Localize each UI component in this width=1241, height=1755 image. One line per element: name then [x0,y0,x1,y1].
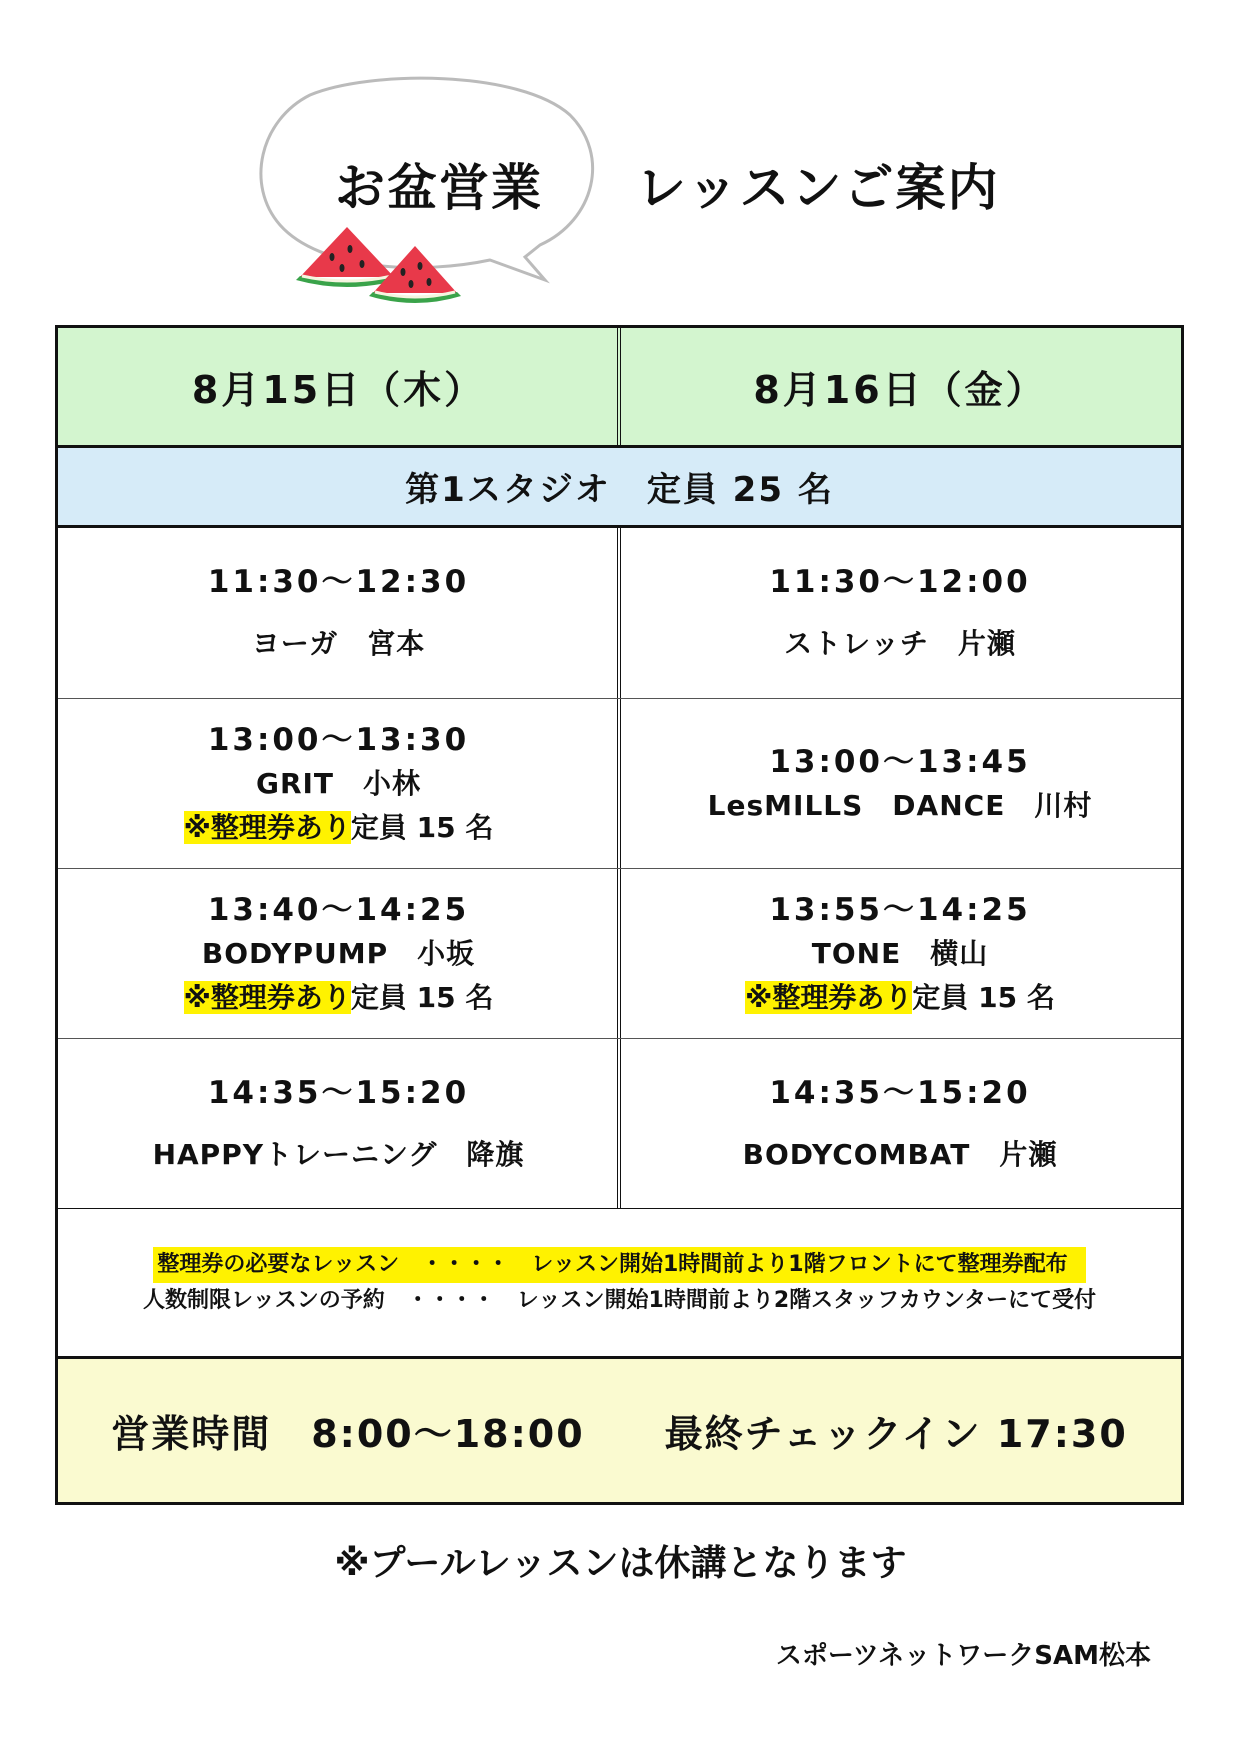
header [0,0,1241,310]
lesson-row [58,528,1181,699]
lesson-cell [58,699,619,868]
date-cell-day2 [619,328,1181,445]
schedule-table [55,325,1184,1505]
lesson-time: 13:00〜13:30 [207,721,470,758]
reservation-note: 人数制限レッスンの予約 ・・・・ レッスン開始1時間前より2階スタッフカウンターにて受付 [142,1287,1097,1313]
watermelon-slice-icon [365,238,465,308]
lesson-cell [619,699,1181,868]
pool-lesson-notice: ※プールレッスンは休講となります [334,1543,907,1584]
title-lesson-info: レッスンご案内 [636,159,1000,217]
lesson-name: BODYPUMP 小坂 [201,936,476,970]
ticket-required-badge: ※整理券あり [183,810,351,844]
ticket-note: 整理券の必要なレッスン ・・・・ レッスン開始1時間前より1階フロントにて整理券配布 [153,1247,1085,1283]
lesson-capacity: 定員 15 名 [912,980,1055,1014]
lesson-time: 13:55〜14:25 [769,891,1031,928]
date-cell-day1 [58,328,619,445]
notes-row [58,1209,1181,1359]
lesson-cell [58,869,619,1038]
business-hours: 営業時間 8:00〜18:00 最終チェックイン 17:30 [111,1412,1128,1456]
ticket-required-badge: ※整理券あり [745,980,913,1014]
lesson-time: 11:30〜12:00 [769,564,1031,600]
lesson-cell [619,869,1181,1038]
lesson-cell [619,528,1181,698]
lesson-row [58,699,1181,869]
date-day1: 8月15日（木） [191,368,486,412]
studio-capacity: 第1スタジオ 定員 25 名 [405,470,834,510]
business-hours-row [58,1359,1181,1502]
lesson-name: HAPPYトレーニング 降旗 [152,1137,525,1171]
lesson-cell [58,1039,619,1208]
lesson-time: 11:30〜12:30 [207,564,470,600]
lesson-name: TONE 横山 [811,936,989,970]
ticket-line [745,976,1055,1020]
organization-name: スポーツネットワークSAM松本 [775,1641,1151,1671]
lesson-row [58,869,1181,1039]
lesson-capacity: 定員 15 名 [350,980,494,1014]
lesson-cell [58,528,619,698]
lesson-time: 14:35〜15:20 [769,1074,1031,1111]
lesson-name: GRIT 小林 [255,766,422,800]
ticket-line [184,976,494,1020]
lesson-name: ストレッチ 片瀬 [784,627,1016,660]
lesson-capacity: 定員 15 名 [350,810,494,844]
date-day2: 8月16日（金） [753,368,1047,412]
lesson-name: LesMILLS DANCE 川村 [707,788,1093,822]
lesson-name: BODYCOMBAT 片瀬 [742,1137,1058,1171]
lesson-cell [619,1039,1181,1208]
lesson-time: 13:40〜14:25 [207,891,470,928]
title-obon: お盆営業 [335,159,543,217]
lesson-time: 13:00〜13:45 [769,743,1031,780]
ticket-required-badge: ※整理券あり [183,980,351,1014]
lesson-time: 14:35〜15:20 [207,1074,470,1111]
studio-row [58,448,1181,528]
ticket-line [184,806,494,850]
date-header-row [58,328,1181,448]
lesson-row [58,1039,1181,1209]
lesson-name: ヨーガ 宮本 [251,627,426,660]
